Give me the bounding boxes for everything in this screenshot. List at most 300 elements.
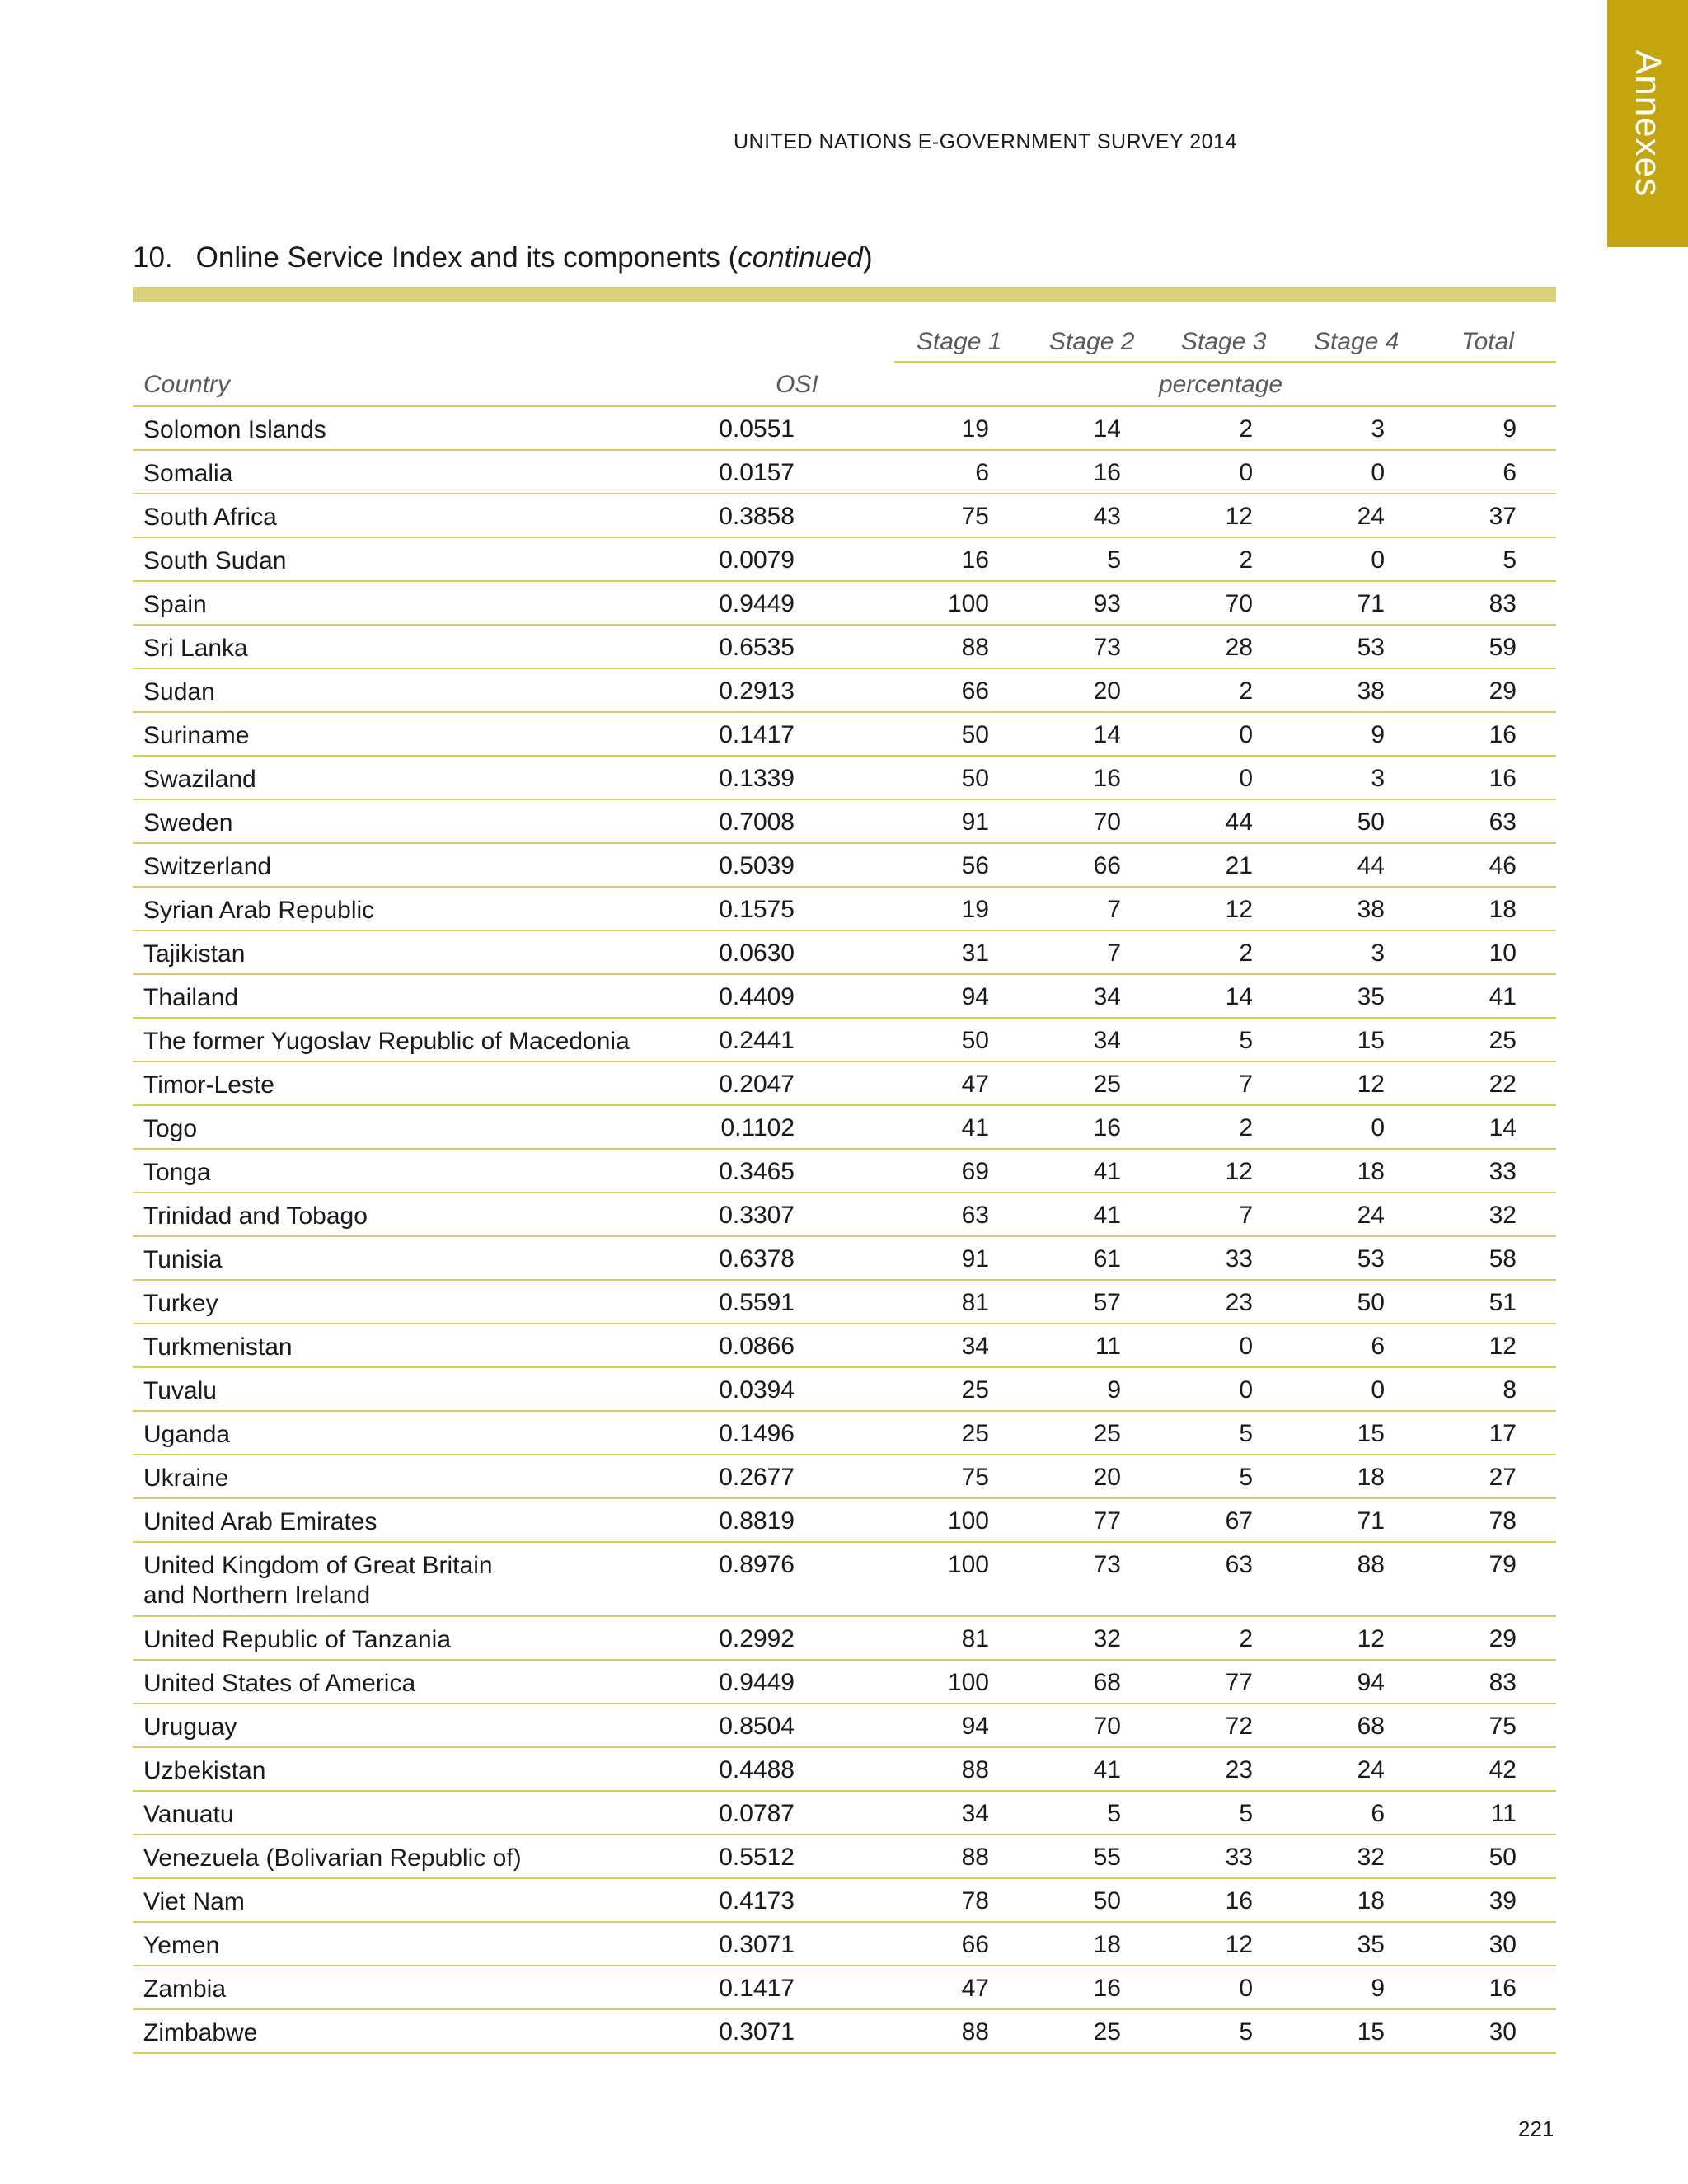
cell-country: The former Yugoslav Republic of Macedonia [143, 1028, 630, 1055]
cell-stage4: 9 [1371, 1975, 1385, 2002]
cell-stage1: 66 [961, 1931, 989, 1958]
cell-stage2: 18 [1093, 1931, 1121, 1958]
table-row [133, 1966, 1556, 2010]
table-row [133, 1617, 1556, 1661]
cell-stage4: 88 [1357, 1551, 1385, 1578]
cell-osi: 0.0551 [719, 415, 795, 443]
cell-stage1: 69 [961, 1158, 989, 1185]
cell-country: Viet Nam [143, 1888, 245, 1915]
cell-total: 42 [1489, 1756, 1517, 1783]
cell-stage2: 34 [1093, 1027, 1121, 1054]
cell-total: 51 [1489, 1289, 1517, 1316]
cell-osi: 0.8819 [719, 1507, 795, 1535]
cell-stage3: 72 [1225, 1713, 1253, 1740]
cell-stage3: 5 [1239, 1027, 1253, 1054]
cell-stage3: 0 [1239, 459, 1253, 486]
table-row [133, 844, 1556, 888]
cell-country: Thailand [143, 984, 239, 1011]
cell-stage4: 0 [1371, 459, 1385, 486]
cell-stage2: 41 [1093, 1202, 1121, 1229]
cell-osi: 0.3858 [719, 503, 795, 530]
cell-stage3: 67 [1225, 1507, 1253, 1535]
cell-stage4: 68 [1357, 1713, 1385, 1740]
cell-stage3: 5 [1239, 1464, 1253, 1491]
cell-stage4: 38 [1357, 677, 1385, 705]
cell-stage3: 2 [1239, 1625, 1253, 1652]
cell-osi: 0.5512 [719, 1844, 795, 1871]
table-number: 10. [133, 241, 173, 274]
cell-osi: 0.1417 [719, 1975, 795, 2002]
cell-stage4: 15 [1357, 1420, 1385, 1447]
cell-country: South Sudan [143, 547, 287, 574]
cell-stage1: 47 [961, 1071, 989, 1098]
cell-stage4: 35 [1357, 1931, 1385, 1958]
cell-stage1: 100 [947, 1507, 989, 1535]
cell-country: Suriname [143, 722, 250, 749]
cell-stage2: 5 [1107, 546, 1121, 574]
cell-stage1: 63 [961, 1202, 989, 1229]
cell-stage1: 100 [947, 590, 989, 617]
cell-total: 39 [1489, 1887, 1517, 1915]
cell-osi: 0.0630 [719, 940, 795, 967]
cell-stage3: 0 [1239, 1376, 1253, 1404]
table-row [133, 2010, 1556, 2054]
table-title [133, 241, 873, 274]
cell-country: Uruguay [143, 1713, 237, 1741]
cell-stage1: 25 [961, 1376, 989, 1404]
table-row [133, 757, 1556, 800]
table-row [133, 975, 1556, 1019]
cell-stage2: 93 [1093, 590, 1121, 617]
cell-stage3: 2 [1239, 677, 1253, 705]
cell-stage1: 34 [961, 1800, 989, 1827]
cell-stage1: 88 [961, 2018, 989, 2046]
table-body [133, 407, 1556, 2054]
cell-total: 46 [1489, 852, 1517, 879]
cell-stage4: 3 [1371, 765, 1385, 792]
table-row [133, 1237, 1556, 1281]
cell-osi: 0.1496 [719, 1420, 795, 1447]
cell-total: 59 [1489, 634, 1517, 661]
cell-stage1: 88 [961, 1756, 989, 1783]
cell-stage1: 50 [961, 721, 989, 748]
cell-stage2: 16 [1093, 765, 1121, 792]
table-row [133, 713, 1556, 757]
cell-stage2: 34 [1093, 983, 1121, 1010]
cell-country: Tuvalu [143, 1377, 217, 1404]
stage-header-row [133, 321, 1556, 363]
table-row [133, 1879, 1556, 1923]
cell-stage2: 16 [1093, 1114, 1121, 1141]
table-row [133, 451, 1556, 494]
cell-stage1: 75 [961, 503, 989, 530]
col-header-unit: percentage [1159, 371, 1283, 398]
cell-stage4: 9 [1371, 721, 1385, 748]
cell-stage4: 44 [1357, 852, 1385, 879]
cell-osi: 0.0866 [719, 1333, 795, 1360]
col-header-stage4: Stage 4 [1314, 328, 1400, 355]
cell-stage3: 0 [1239, 765, 1253, 792]
cell-country: South Africa [143, 504, 277, 531]
cell-stage3: 0 [1239, 721, 1253, 748]
table-row [133, 1661, 1556, 1704]
cell-stage1: 19 [961, 415, 989, 443]
cell-osi: 0.0394 [719, 1376, 795, 1404]
cell-stage2: 9 [1107, 1376, 1121, 1404]
cell-country: Tunisia [143, 1246, 223, 1273]
cell-stage3: 33 [1225, 1245, 1253, 1272]
table-row [133, 1704, 1556, 1748]
cell-stage4: 18 [1357, 1158, 1385, 1185]
cell-stage3: 70 [1225, 590, 1253, 617]
cell-total: 27 [1489, 1464, 1517, 1491]
cell-stage1: 88 [961, 634, 989, 661]
cell-total: 50 [1489, 1844, 1517, 1871]
table-row [133, 582, 1556, 626]
title-rule [133, 287, 1556, 302]
cell-stage4: 12 [1357, 1625, 1385, 1652]
cell-stage3: 5 [1239, 2018, 1253, 2046]
cell-country: Somalia [143, 460, 233, 487]
cell-country: Sri Lanka [143, 635, 248, 662]
cell-stage4: 0 [1371, 1114, 1385, 1141]
cell-stage2: 57 [1093, 1289, 1121, 1316]
cell-stage1: 100 [947, 1551, 989, 1578]
cell-osi: 0.2992 [719, 1625, 795, 1652]
cell-total: 37 [1489, 503, 1517, 530]
annexes-tab-label: Annexes [1628, 49, 1668, 198]
cell-total: 30 [1489, 2018, 1517, 2046]
cell-total: 75 [1489, 1713, 1517, 1740]
cell-stage4: 6 [1371, 1800, 1385, 1827]
cell-stage4: 38 [1357, 896, 1385, 923]
cell-stage3: 5 [1239, 1800, 1253, 1827]
cell-stage1: 88 [961, 1844, 989, 1871]
cell-stage2: 7 [1107, 940, 1121, 967]
cell-stage1: 94 [961, 1713, 989, 1740]
cell-stage4: 12 [1357, 1071, 1385, 1098]
table-row [133, 494, 1556, 538]
cell-total: 18 [1489, 896, 1517, 923]
cell-stage4: 15 [1357, 2018, 1385, 2046]
cell-stage1: 91 [961, 1245, 989, 1272]
cell-country: Venezuela (Bolivarian Republic of) [143, 1844, 522, 1872]
cell-stage4: 18 [1357, 1464, 1385, 1491]
cell-country: Sweden [143, 809, 233, 837]
cell-total: 29 [1489, 1625, 1517, 1652]
cell-country: Uganda [143, 1421, 231, 1448]
cell-stage3: 21 [1225, 852, 1253, 879]
col-header-stage1: Stage 1 [917, 328, 1002, 355]
cell-total: 16 [1489, 765, 1517, 792]
cell-country: Tajikistan [143, 940, 246, 968]
cell-stage1: 78 [961, 1887, 989, 1915]
cell-osi: 0.8504 [719, 1713, 795, 1740]
cell-stage4: 50 [1357, 808, 1385, 836]
cell-total: 22 [1489, 1071, 1517, 1098]
cell-osi: 0.1575 [719, 896, 795, 923]
cell-stage2: 66 [1093, 852, 1121, 879]
cell-osi: 0.0787 [719, 1800, 795, 1827]
cell-country: United States of America [143, 1670, 416, 1697]
cell-total: 25 [1489, 1027, 1517, 1054]
cell-osi: 0.3071 [719, 1931, 795, 1958]
table-row [133, 1062, 1556, 1106]
cell-country: Turkmenistan [143, 1333, 293, 1361]
cell-country: Zimbabwe [143, 2019, 258, 2046]
cell-stage3: 23 [1225, 1289, 1253, 1316]
table-row [133, 1923, 1556, 1966]
cell-stage2: 68 [1093, 1669, 1121, 1696]
col-header-osi: OSI [776, 371, 818, 398]
cell-stage3: 44 [1225, 808, 1253, 836]
cell-osi: 0.0157 [719, 459, 795, 486]
cell-total: 79 [1489, 1551, 1517, 1578]
cell-total: 33 [1489, 1158, 1517, 1185]
table-row [133, 1835, 1556, 1879]
cell-stage2: 70 [1093, 808, 1121, 836]
table-row [133, 1106, 1556, 1150]
cell-stage2: 14 [1093, 415, 1121, 443]
cell-stage2: 55 [1093, 1844, 1121, 1871]
cell-osi: 0.7008 [719, 808, 795, 836]
running-header: UNITED NATIONS E-GOVERNMENT SURVEY 2014 [734, 130, 1237, 153]
cell-country: Syrian Arab Republic [143, 897, 375, 924]
cell-osi: 0.2441 [719, 1027, 795, 1054]
cell-osi: 0.3465 [719, 1158, 795, 1185]
cell-stage2: 25 [1093, 1420, 1121, 1447]
table-row [133, 888, 1556, 931]
cell-stage3: 2 [1239, 546, 1253, 574]
cell-stage3: 2 [1239, 1114, 1253, 1141]
cell-stage1: 47 [961, 1975, 989, 2002]
cell-osi: 0.8976 [719, 1551, 795, 1578]
cell-stage3: 7 [1239, 1071, 1253, 1098]
cell-stage3: 0 [1239, 1975, 1253, 2002]
cell-stage4: 6 [1371, 1333, 1385, 1360]
cell-stage3: 12 [1225, 1931, 1253, 1958]
table-row [133, 626, 1556, 669]
cell-total: 12 [1489, 1333, 1517, 1360]
cell-stage1: 41 [961, 1114, 989, 1141]
table-row [133, 1150, 1556, 1193]
cell-country: United Arab Emirates [143, 1508, 377, 1535]
cell-total: 83 [1489, 590, 1517, 617]
cell-stage4: 15 [1357, 1027, 1385, 1054]
cell-country: Spain [143, 591, 207, 618]
cell-stage1: 81 [961, 1625, 989, 1652]
cell-osi: 0.1339 [719, 765, 795, 792]
cell-stage2: 77 [1093, 1507, 1121, 1535]
cell-country: Tonga [143, 1159, 211, 1186]
cell-stage4: 71 [1357, 590, 1385, 617]
cell-stage3: 16 [1225, 1887, 1253, 1915]
cell-total: 10 [1489, 940, 1517, 967]
cell-osi: 0.9449 [719, 1669, 795, 1696]
cell-total: 41 [1489, 983, 1517, 1010]
cell-stage2: 70 [1093, 1713, 1121, 1740]
cell-stage2: 25 [1093, 2018, 1121, 2046]
cell-country: Ukraine [143, 1465, 229, 1492]
cell-osi: 0.3071 [719, 2018, 795, 2046]
table-row [133, 1368, 1556, 1412]
cell-stage1: 94 [961, 983, 989, 1010]
cell-stage4: 3 [1371, 940, 1385, 967]
cell-country: Togo [143, 1115, 198, 1142]
table-row [133, 1543, 1556, 1617]
cell-total: 78 [1489, 1507, 1517, 1535]
cell-stage4: 24 [1357, 503, 1385, 530]
cell-stage2: 73 [1093, 1551, 1121, 1578]
cell-total: 83 [1489, 1669, 1517, 1696]
cell-stage2: 43 [1093, 503, 1121, 530]
cell-country: United Kingdom of Great Britain and Northern Ireland [143, 1552, 493, 1609]
cell-stage2: 16 [1093, 459, 1121, 486]
cell-stage2: 14 [1093, 721, 1121, 748]
table-row [133, 1792, 1556, 1835]
cell-country: Solomon Islands [143, 416, 326, 443]
cell-stage3: 63 [1225, 1551, 1253, 1578]
cell-osi: 0.4173 [719, 1887, 795, 1915]
table-row [133, 800, 1556, 844]
cell-total: 17 [1489, 1420, 1517, 1447]
cell-total: 5 [1503, 546, 1517, 574]
cell-country: Sudan [143, 678, 215, 705]
cell-stage3: 2 [1239, 940, 1253, 967]
cell-osi: 0.5591 [719, 1289, 795, 1316]
table-row [133, 1748, 1556, 1792]
cell-stage3: 12 [1225, 503, 1253, 530]
cell-stage4: 24 [1357, 1756, 1385, 1783]
cell-stage2: 32 [1093, 1625, 1121, 1652]
cell-stage2: 7 [1107, 896, 1121, 923]
cell-osi: 0.2677 [719, 1464, 795, 1491]
cell-stage4: 94 [1357, 1669, 1385, 1696]
cell-stage2: 73 [1093, 634, 1121, 661]
cell-stage4: 0 [1371, 1376, 1385, 1404]
cell-stage3: 0 [1239, 1333, 1253, 1360]
cell-stage1: 91 [961, 808, 989, 836]
cell-stage1: 31 [961, 940, 989, 967]
col-header-stage2: Stage 2 [1049, 328, 1135, 355]
table-row [133, 1499, 1556, 1543]
cell-total: 58 [1489, 1245, 1517, 1272]
cell-total: 9 [1503, 415, 1517, 443]
table-row [133, 1281, 1556, 1324]
cell-stage2: 20 [1093, 1464, 1121, 1491]
cell-stage4: 53 [1357, 1245, 1385, 1272]
cell-stage3: 12 [1225, 1158, 1253, 1185]
cell-total: 29 [1489, 677, 1517, 705]
cell-stage3: 2 [1239, 415, 1253, 443]
cell-stage1: 75 [961, 1464, 989, 1491]
cell-stage4: 53 [1357, 634, 1385, 661]
cell-osi: 0.0079 [719, 546, 795, 574]
cell-stage1: 100 [947, 1669, 989, 1696]
cell-osi: 0.2913 [719, 677, 795, 705]
cell-stage3: 77 [1225, 1669, 1253, 1696]
cell-osi: 0.4409 [719, 983, 795, 1010]
cell-stage2: 25 [1093, 1071, 1121, 1098]
cell-stage2: 50 [1093, 1887, 1121, 1915]
cell-total: 8 [1503, 1376, 1517, 1404]
cell-country: Trinidad and Tobago [143, 1202, 368, 1230]
table-row [133, 669, 1556, 713]
cell-total: 16 [1489, 721, 1517, 748]
cell-stage4: 3 [1371, 415, 1385, 443]
table-row [133, 407, 1556, 451]
cell-stage3: 12 [1225, 896, 1253, 923]
cell-stage2: 16 [1093, 1975, 1121, 2002]
cell-total: 16 [1489, 1975, 1517, 2002]
cell-total: 32 [1489, 1202, 1517, 1229]
cell-stage3: 28 [1225, 634, 1253, 661]
cell-stage3: 7 [1239, 1202, 1253, 1229]
col-header-total: Total [1461, 328, 1514, 355]
cell-total: 63 [1489, 808, 1517, 836]
cell-total: 30 [1489, 1931, 1517, 1958]
cell-country: Zambia [143, 1975, 227, 2003]
cell-stage1: 25 [961, 1420, 989, 1447]
cell-osi: 0.6378 [719, 1245, 795, 1272]
col-header-country: Country [143, 371, 231, 398]
cell-stage3: 14 [1225, 983, 1253, 1010]
cell-country: United Republic of Tanzania [143, 1626, 452, 1653]
cell-stage2: 11 [1095, 1333, 1121, 1360]
cell-stage2: 41 [1093, 1756, 1121, 1783]
cell-stage2: 20 [1093, 677, 1121, 705]
cell-stage4: 50 [1357, 1289, 1385, 1316]
osi-table [133, 321, 1556, 2054]
cell-country: Uzbekistan [143, 1757, 266, 1784]
cell-stage4: 32 [1357, 1844, 1385, 1871]
cell-osi: 0.3307 [719, 1202, 795, 1229]
cell-total: 11 [1490, 1800, 1517, 1827]
cell-total: 6 [1503, 459, 1517, 486]
cell-stage4: 71 [1357, 1507, 1385, 1535]
cell-stage4: 24 [1357, 1202, 1385, 1229]
cell-stage2: 5 [1107, 1800, 1121, 1827]
cell-stage2: 41 [1093, 1158, 1121, 1185]
cell-stage3: 33 [1225, 1844, 1253, 1871]
cell-country: Yemen [143, 1932, 220, 1959]
cell-country: Vanuatu [143, 1801, 234, 1828]
cell-stage1: 34 [961, 1333, 989, 1360]
table-title-close: ) [863, 241, 873, 274]
table-row [133, 1412, 1556, 1455]
cell-stage2: 61 [1093, 1245, 1121, 1272]
cell-stage1: 16 [961, 546, 989, 574]
cell-stage1: 56 [961, 852, 989, 879]
cell-country: Swaziland [143, 766, 256, 793]
cell-country: Switzerland [143, 853, 272, 880]
cell-osi: 0.4488 [719, 1756, 795, 1783]
table-title-text: Online Service Index and its components ( [195, 241, 738, 274]
table-title-emphasis: continued [738, 241, 864, 274]
cell-stage1: 50 [961, 1027, 989, 1054]
cell-stage1: 66 [961, 677, 989, 705]
cell-osi: 0.6535 [719, 634, 795, 661]
cell-stage4: 35 [1357, 983, 1385, 1010]
cell-stage4: 18 [1357, 1887, 1385, 1915]
cell-osi: 0.1417 [719, 721, 795, 748]
table-row [133, 931, 1556, 975]
cell-country: Timor-Leste [143, 1071, 274, 1099]
cell-stage1: 6 [975, 459, 989, 486]
cell-stage4: 0 [1371, 546, 1385, 574]
cell-osi: 0.9449 [719, 590, 795, 617]
table-row [133, 1193, 1556, 1237]
